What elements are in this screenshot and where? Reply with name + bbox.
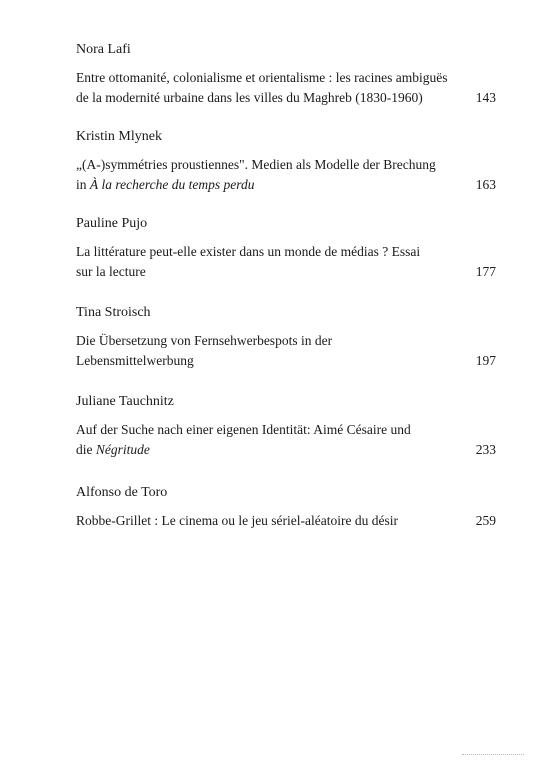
- entry-title-line: Entre ottomanité, colonialisme et orientalisme : les racines ambiguës: [76, 70, 448, 85]
- entry-title-italic: À la recherche du temps perdu: [89, 177, 255, 192]
- toc-entry: [76, 41, 496, 108]
- entry-title: [76, 331, 471, 371]
- entry-title-line: [76, 175, 471, 195]
- entry-title-row: [76, 511, 496, 531]
- entry-title-line: de la modernité urbaine dans les villes du Maghreb (1830-1960): [76, 90, 423, 105]
- toc-entry: [76, 393, 496, 460]
- entry-title-line: Robbe-Grillet : Le cinema ou le jeu sériel-aléatoire du désir: [76, 513, 398, 528]
- entry-title-line: [76, 440, 471, 460]
- entry-author: Nora Lafi: [76, 42, 131, 57]
- entry-page-number: 177: [475, 264, 496, 279]
- entry-title: [76, 155, 471, 195]
- entry-author: Tina Stroisch: [76, 305, 151, 320]
- entry-title-italic: Négritude: [95, 442, 150, 457]
- entry-page-number: 143: [475, 90, 496, 105]
- entry-title-line: La littérature peut-elle exister dans un monde de médias ? Essai: [76, 244, 421, 259]
- entry-page-number: 259: [475, 513, 496, 528]
- entry-title-line: sur la lecture: [76, 264, 146, 279]
- toc-entry: [76, 215, 496, 282]
- entry-author: Kristin Mlynek: [76, 129, 162, 144]
- entry-title-line: „(A-)symmétries proustiennes". Medien als Modelle der Brechung: [76, 157, 436, 172]
- entry-title-prefix: die: [76, 442, 96, 457]
- entry-title-prefix: in: [76, 177, 90, 192]
- entry-title: [76, 68, 471, 108]
- entry-title-line: Lebensmittelwerbung: [76, 353, 194, 368]
- entry-title-row: [76, 331, 496, 371]
- toc-entry: [76, 128, 496, 195]
- entry-title: [76, 242, 471, 282]
- entry-author: Pauline Pujo: [76, 216, 148, 231]
- entry-author: Juliane Tauchnitz: [76, 394, 174, 409]
- toc-entry: [76, 484, 496, 531]
- entry-title-line: Die Übersetzung von Fernsehwerbespots in der: [76, 333, 333, 348]
- entry-title-line: Auf der Suche nach einer eigenen Identität: Aimé Césaire und: [76, 422, 411, 437]
- entry-title-row: [76, 420, 496, 460]
- entry-author: Alfonso de Toro: [76, 485, 168, 500]
- toc-entry: [76, 304, 496, 371]
- entry-title-row: [76, 242, 496, 282]
- entry-page-number: 233: [475, 442, 496, 457]
- entry-title: [76, 420, 471, 460]
- entry-page-number: 163: [475, 177, 496, 192]
- entry-title: [76, 511, 471, 531]
- scan-footer-mark: [462, 754, 524, 755]
- entry-title-row: [76, 68, 496, 108]
- entry-page-number: 197: [475, 353, 496, 368]
- entry-title-row: [76, 155, 496, 195]
